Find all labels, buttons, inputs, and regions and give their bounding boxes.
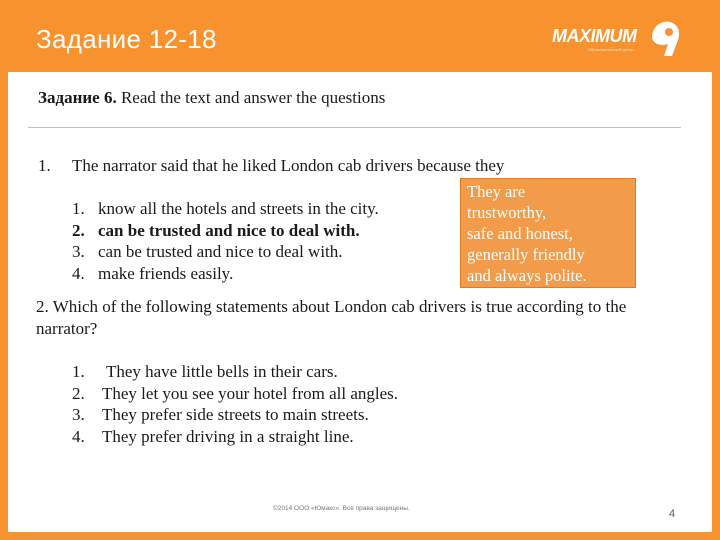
- maximum-logo: [552, 18, 684, 60]
- logo-tagline: Образовательный центр: [588, 47, 634, 52]
- slide-title: Задание 12-18: [36, 24, 217, 54]
- page-number: 4: [669, 508, 676, 520]
- question-2-option: 1. They have little bells in their cars.: [72, 362, 338, 381]
- question-1-number: 1.: [38, 156, 51, 175]
- hint-line: generally friendly: [467, 245, 585, 264]
- logo-wordmark: MAXIMUM: [552, 26, 637, 46]
- task-heading: [38, 88, 385, 108]
- logo-emblem-icon: [648, 18, 682, 58]
- copyright-footer: ©2014 ООО «Юмакс». Все права защищены.: [273, 505, 410, 512]
- question-2-option: 4. They prefer driving in a straight line.: [72, 426, 354, 446]
- question-2-option: 2. They let you see your hotel from all angles.: [72, 383, 398, 403]
- task-instruction: Read the text and answer the questions: [116, 88, 386, 107]
- hint-line: trustworthy,: [467, 203, 547, 222]
- question-1-option: 1. know all the hotels and streets in the city.: [72, 199, 379, 218]
- slide-header: [0, 0, 720, 70]
- question-1-text: The narrator said that he liked London cab drivers because they: [72, 156, 505, 175]
- hint-line: and always polite.: [467, 266, 587, 285]
- hint-line: They are: [467, 182, 526, 201]
- question-1-option: 3. can be trusted and nice to deal with.: [72, 242, 343, 261]
- question-2-text: 2. Which of the following statements about London cab drivers is true according to the narrator?: [36, 297, 627, 338]
- question-1-option-answer: 2. can be trusted and nice to deal with.: [72, 220, 360, 240]
- question-1-option: 4. make friends easily.: [72, 263, 234, 283]
- question-1-options: [72, 199, 379, 285]
- task-label: Задание 6.: [38, 88, 117, 107]
- question-2-option: 3. They prefer side streets to main streets.: [72, 405, 369, 424]
- divider: [28, 127, 681, 128]
- answer-hint-box: [460, 178, 636, 288]
- hint-line: safe and honest,: [467, 224, 573, 243]
- question-2-options: [72, 362, 398, 448]
- slide-content: [8, 72, 712, 532]
